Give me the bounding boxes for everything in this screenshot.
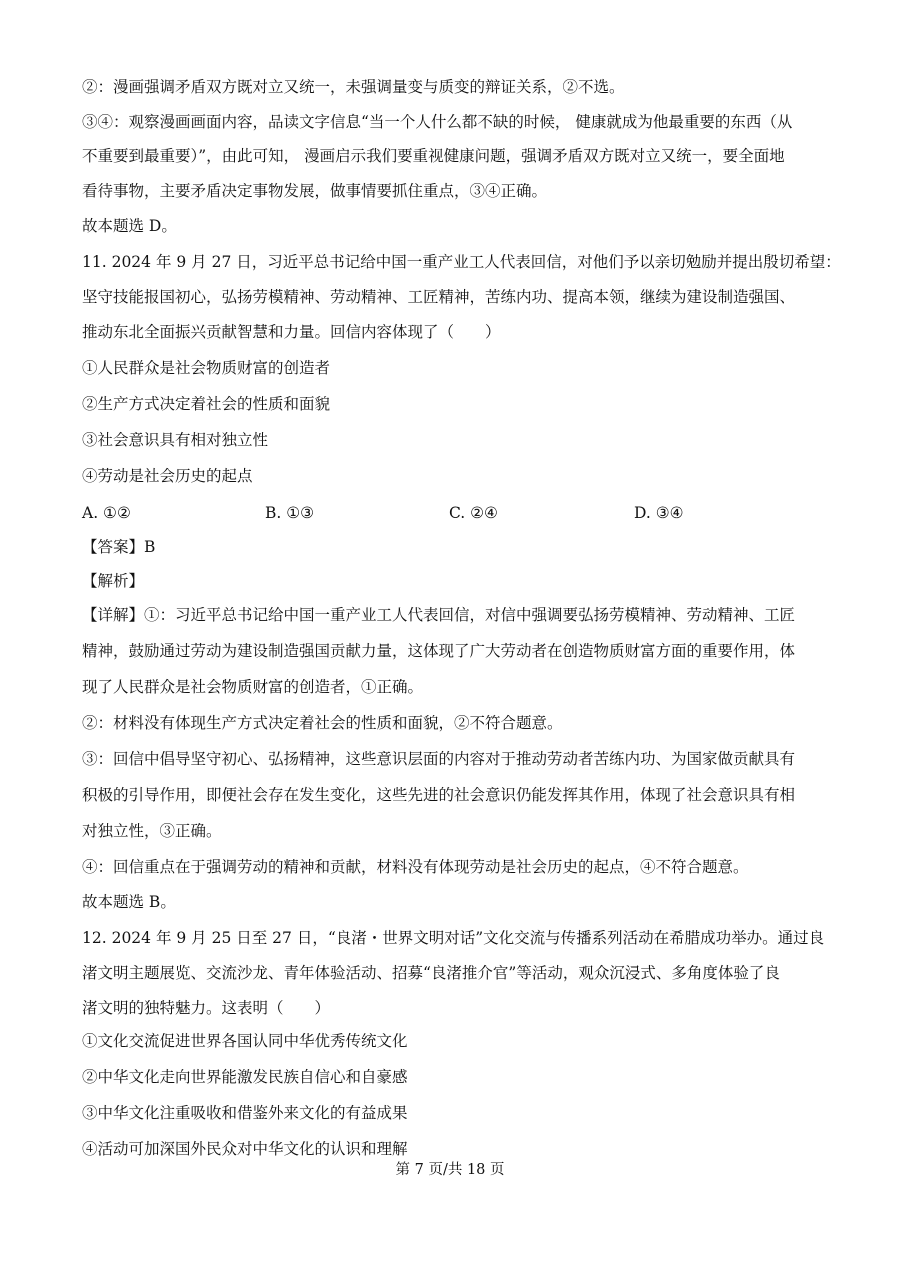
answer-options: [82, 502, 822, 524]
analysis-label: 【解析】: [82, 572, 145, 590]
statement-item: ③社会意识具有相对独立性: [82, 431, 269, 449]
question-11-stem: 推动东北全面振兴贡献智慧和力量。回信内容体现了（ ）: [82, 323, 501, 341]
statement-item: ①文化交流促进世界各国认同中华优秀传统文化: [82, 1032, 408, 1050]
question-11-stem: 坚守技能报国初心，弘扬劳模精神、劳动精神、工匠精神，苦练内功、提高本领，继续为建设制造强国、: [82, 288, 796, 306]
explanation-line: 看待事物，主要矛盾决定事物发展，做事情要抓住重点，③④正确。: [82, 182, 548, 200]
statement-item: ②生产方式决定着社会的性质和面貌: [82, 395, 331, 413]
detail-line: 对独立性，③正确。: [82, 822, 222, 840]
statement-item: ①人民群众是社会物质财富的创造者: [82, 359, 331, 377]
option-b: B. ①③: [265, 504, 315, 522]
question-12-stem: 渚文明的独特魅力。这表明（ ）: [82, 999, 331, 1017]
statement-item: ④活动可加深国外民众对中华文化的认识和理解: [82, 1140, 408, 1158]
statement-item: ④劳动是社会历史的起点: [82, 467, 253, 485]
answer-line: 【答案】B: [82, 538, 156, 556]
option-a: A. ①②: [82, 504, 131, 522]
question-11-stem: 11. 2024 年 9 月 27 日，习近平总书记给中国一重产业工人代表回信，对他们予以亲切勉励并提出殷切希望：: [82, 253, 841, 271]
detail-line: ④：回信重点在于强调劳动的精神和贡献，材料没有体现劳动是社会历史的起点，④不符合题意。: [82, 858, 749, 876]
statement-item: ③中华文化注重吸收和借鉴外来文化的有益成果: [82, 1104, 408, 1122]
explanation-line: ②：漫画强调矛盾双方既对立又统一，未强调量变与质变的辩证关系，②不选。: [82, 78, 625, 96]
question-12-stem: 渚文明主题展览、交流沙龙、青年体验活动、招募“良渚推介官”等活动，观众沉浸式、多角度体验了良: [82, 964, 780, 982]
detail-line: 现了人民群众是社会物质财富的创造者，①正确。: [82, 678, 424, 696]
question-12-stem: 12. 2024 年 9 月 25 日至 27 日，“良渚・世界文明对话”文化交流与传播系列活动在希腊成功举办。通过良: [82, 929, 825, 947]
page-number: 第 7 页/共 18 页: [395, 1162, 505, 1178]
explanation-line: ③④：观察漫画画面内容，品读文字信息“当一个人什么都不缺的时候， 健康就成为他最重要的东西（从: [82, 113, 793, 131]
conclusion-line: 故本题选 B。: [82, 893, 176, 911]
detail-line: 积极的引导作用，即便社会存在发生变化，这些先进的社会意识仍能发挥其作用，体现了社会意识具有相: [82, 786, 796, 804]
option-d: D. ③④: [634, 504, 684, 522]
detail-line: 【详解】①：习近平总书记给中国一重产业工人代表回信，对信中强调要弘扬劳模精神、劳动精神、工匠: [82, 606, 796, 624]
option-c: C. ②④: [449, 504, 498, 522]
detail-line: 精神，鼓励通过劳动为建设制造强国贡献力量，这体现了广大劳动者在创造物质财富方面的重要作用，体: [82, 642, 796, 660]
statement-item: ②中华文化走向世界能激发民族自信心和自豪感: [82, 1068, 408, 1086]
explanation-line: 不重要到最重要）”，由此可知， 漫画启示我们要重视健康问题，强调矛盾双方既对立又统一，要全面地: [82, 147, 785, 165]
detail-line: ②：材料没有体现生产方式决定着社会的性质和面貌，②不符合题意。: [82, 714, 563, 732]
conclusion-line: 故本题选 D。: [82, 217, 177, 235]
detail-line: ③：回信中倡导坚守初心、弘扬精神，这些意识层面的内容对于推动劳动者苦练内功、为国家做贡献具有: [82, 750, 796, 768]
